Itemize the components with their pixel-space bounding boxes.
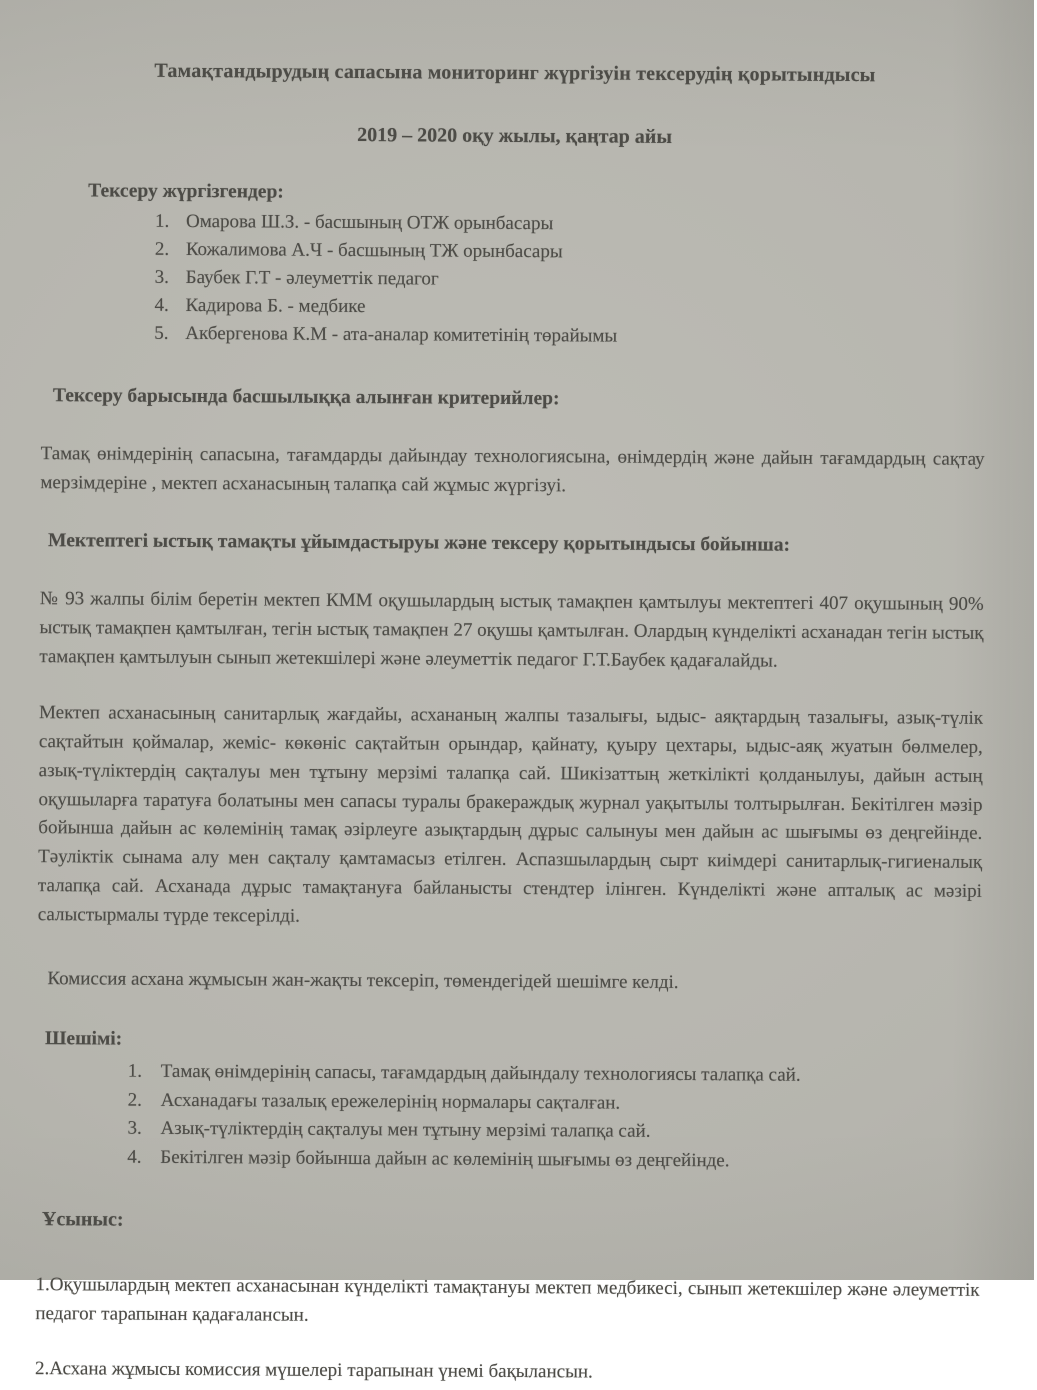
decision-item: 2. Асханадағы тазалық ережелерінің нормалары сақталған. — [147, 1087, 981, 1120]
inspectors-list — [41, 208, 986, 353]
document-title: Тамақтандырудың сапасына мониторинг жүргізуін тексерудің қорытындысы — [154, 59, 876, 87]
decision-item: 3. Азық-түліктердің сақталуы мен тұтыну мерзімі талапқа сай. — [146, 1115, 980, 1148]
decision-heading: Шешімі: — [44, 1027, 123, 1050]
inspector-item: 3. Баубек Г.Т - әлеуметтік педагог — [174, 265, 986, 297]
commission-paragraph: Комиссия асхана жұмысын жан-жақты тексеріп, төмендегідей шешімге келді. — [47, 968, 679, 993]
suggestion-paragraph-2: 2.Асхана жұмысы комиссия мүшелері тарапынан үнемі бақылансын. — [34, 1357, 593, 1383]
suggestion-heading: Ұсыныс: — [41, 1207, 124, 1231]
results-paragraph-2: Мектеп асханасының санитарлық жағдайы, асхананың жалпы тазалығы, ыдыс- аяқтардың тазалығы, азық-түлік сақтайтын қоймалар, жеміс- көкөніс сақтайтын орындар, қайнату, қуыру цехтары, ыдыс-аяқ жуатын бөлмелер, азық-түліктердің сақталуы мен тұтыну мерзімі талапқа сай. Шикізаттың жеткілікті қолданылуы, дайын астың оқушыларға таратуға болатыны мен сапасы туралы бракераждық журнал уақытылы толтырылған. Бекітілген мәзір бойынша дайын ас көлемінің тамақ әзірлеуге азықтардың дұрыс салынуы мен дайын ас шығымы өз деңгейінде. Тәуліктік сынама алу мен сақталу қамтамасыз етілген. Аспазшылардың сырт киімдері санитарлық-гигиеналық талапқа сай. Асханада дұрыс тамақтануға байланысты стендтер ілінген. Күнделікті және апталық ас мәзірі салыстырмалы түрде тексерілді. — [37, 701, 984, 927]
criteria-heading: Тексеру барысында басшылыққа алынған критерийлер: — [52, 385, 560, 410]
results-heading: Мектептегі ыстық тамақты ұйымдастыруы және тексеру қорытындысы бойынша: — [48, 529, 791, 556]
results-paragraph-1: № 93 жалпы білім беретін мектеп КММ оқушылардың ыстық тамақпен қамтылуы мектептегі 407 оқушының 90% ыстық тамақпен қамтылған, тегін ыстық тамақпен 27 оқушы қамтылған. Олардың күнделікті асханадан тегін ыстық тамақпен қамтылуын сынып жетекшілері және әлеуметтік педагог Г.Т.Баубек қадағалайды. — [39, 588, 984, 672]
decision-item: 4. Бекітілген мәзір бойынша дайын ас көлемінің шығымы өз деңгейінде. — [146, 1144, 980, 1177]
inspectors-heading: Тексеру жүргізгендер: — [88, 180, 284, 203]
inspector-item: 4. Кадирова Б. - медбике — [173, 293, 985, 325]
inspector-item: 2. Кожалимова А.Ч - басшының ТЖ орынбасары — [174, 237, 986, 269]
inspector-item: 1. Омарова Ш.З. - басшының ОТЖ орынбасары — [174, 209, 986, 241]
inspector-item: 5. Акбергенова К.М - ата-аналар комитетінің төрайымы — [173, 321, 985, 353]
suggestion-paragraph-1: 1.Оқушылардың мектеп асханасынан күнделікті тамақтануы мектеп медбикесі, сынып жетекшілер және әлеуметтік педагог тарапынан қадағалансын. — [35, 1274, 980, 1326]
decision-item: 1. Тамақ өнімдерінің сапасы, тағамдардың дайындалу технологиясы талапқа сай. — [147, 1058, 981, 1091]
criteria-paragraph: Тамақ өнімдерінің сапасына, тағамдарды дайындау технологиясына, өнімдердің және дайын тағамдардың сақтау мерзімдеріне , мектеп асханасының талапқа сай жұмыс жүргізуі. — [40, 442, 985, 497]
decision-list — [36, 1057, 981, 1176]
document-subtitle: 2019 – 2020 оқу жылы, қаңтар айы — [357, 124, 673, 149]
